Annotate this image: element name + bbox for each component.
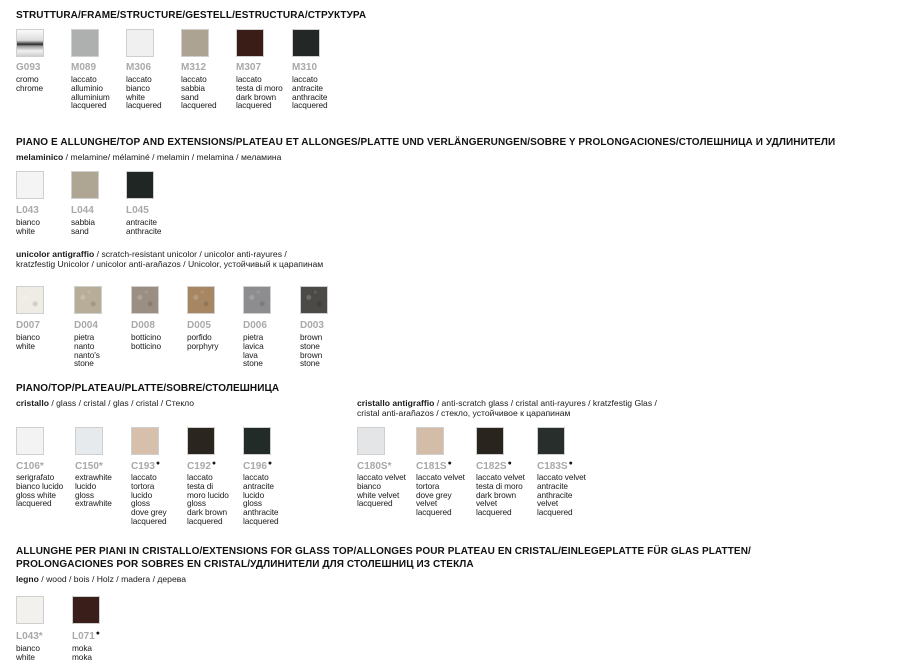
swatch-code: C106* xyxy=(16,461,44,472)
swatch-c193[interactable] xyxy=(131,427,159,455)
melaminico-subtitle xyxy=(16,152,281,162)
swatch-code: C196● xyxy=(243,460,273,472)
swatch-code: M312 xyxy=(181,62,207,73)
extensions-section-title: ALLUNGHE PER PIANI IN CRISTALLO/EXTENSIONS FOR GLASS TOP/ALLONGES POUR PLATEAU EN CRISTAL/EINLEGEPLATTE FÜR GLAS PLATTEN/ xyxy=(16,546,751,557)
swatch-description: bianco white xyxy=(16,217,40,236)
swatch-description: laccato testa di moro dark brown lacquered xyxy=(236,74,283,111)
cristallo-label: cristallo xyxy=(16,398,49,408)
swatch-description: porfido porphyry xyxy=(187,332,219,351)
swatch-code: M089 xyxy=(71,62,97,73)
swatch-description: laccato velvet bianco white velvet lacquered xyxy=(357,472,406,509)
swatch-l043-ext[interactable] xyxy=(16,596,44,624)
swatch-code: D004 xyxy=(74,320,98,331)
swatch-code: M307 xyxy=(236,62,262,73)
swatch-c183s[interactable] xyxy=(537,427,565,455)
legno-translations: / wood / bois / Holz / madera / дерева xyxy=(38,574,186,584)
cristallo-antigraffio-subtitle-line2: cristal anti-arañazos / стекло, устойчивое к царапинам xyxy=(357,408,571,418)
legno-label: legno xyxy=(16,574,39,584)
unicolor-subtitle xyxy=(16,249,287,259)
swatch-description: laccato sabbia sand lacquered xyxy=(181,74,217,111)
cristallo-subtitle xyxy=(16,398,194,408)
frame-section-title: STRUTTURA/FRAME/STRUCTURE/GESTELL/ESTRUCTURA/СТРУКТУРА xyxy=(16,10,367,21)
melaminico-translations: / melamine/ mélaminé / melamin / melamina / меламина xyxy=(63,152,282,162)
swatch-c180s[interactable] xyxy=(357,427,385,455)
swatch-m310[interactable] xyxy=(292,29,320,57)
swatch-c182s[interactable] xyxy=(476,427,504,455)
swatch-code: D008 xyxy=(131,320,155,331)
glass-section-title: PIANO/TOP/PLATEAU/PLATTE/SOBRE/СТОЛЕШНИЦА xyxy=(16,383,280,394)
swatch-c196[interactable] xyxy=(243,427,271,455)
swatch-description: antracite anthracite xyxy=(126,217,162,236)
swatch-code: C181S● xyxy=(416,460,452,472)
swatch-l045[interactable] xyxy=(126,171,154,199)
swatch-description: laccato alluminio alluminium lacquered xyxy=(71,74,110,111)
swatch-d008[interactable] xyxy=(131,286,159,314)
swatch-m089[interactable] xyxy=(71,29,99,57)
cristallo-antigraffio-label: cristallo antigraffio xyxy=(357,398,435,408)
swatch-l044[interactable] xyxy=(71,171,99,199)
swatch-code: C182S● xyxy=(476,460,512,472)
swatch-description: brown stone brown stone xyxy=(300,332,323,369)
swatch-code: D007 xyxy=(16,320,40,331)
swatch-d004[interactable] xyxy=(74,286,102,314)
swatch-description: moka moka xyxy=(72,643,92,662)
swatch-description: pietra lavica lava stone xyxy=(243,332,264,369)
swatch-description: laccato antracite anthracite lacquered xyxy=(292,74,328,111)
swatch-description: bianco white xyxy=(16,643,40,662)
swatch-description: laccato velvet antracite anthracite velvet lacquered xyxy=(537,472,586,518)
legno-subtitle xyxy=(16,574,186,584)
swatch-description: pietra nanto nanto's stone xyxy=(74,332,100,369)
swatch-code: D003 xyxy=(300,320,324,331)
swatch-g093[interactable] xyxy=(16,29,44,57)
swatch-description: laccato bianco white lacquered xyxy=(126,74,162,111)
swatch-m306[interactable] xyxy=(126,29,154,57)
cristallo-antigraffio-translations: / anti-scratch glass / cristal anti-rayures / kratzfestig Glas / xyxy=(434,398,657,408)
swatch-code: L043 xyxy=(16,205,39,216)
swatch-code: L071● xyxy=(72,630,101,642)
swatch-d007[interactable] xyxy=(16,286,44,314)
cristallo-translations: / glass / cristal / glas / cristal / Стекло xyxy=(48,398,195,408)
swatch-description: laccato antracite lucido gloss anthracite lacquered xyxy=(243,472,279,526)
swatch-description: laccato testa di moro lucido gloss dark brown lacquered xyxy=(187,472,229,526)
swatch-code: M306 xyxy=(126,62,152,73)
unicolor-label: unicolor antigraffio xyxy=(16,249,95,259)
swatch-d006[interactable] xyxy=(243,286,271,314)
swatch-description: laccato velvet tortora dove grey velvet lacquered xyxy=(416,472,465,518)
swatch-code: D006 xyxy=(243,320,267,331)
swatch-m307[interactable] xyxy=(236,29,264,57)
swatch-code: C192● xyxy=(187,460,217,472)
cristallo-antigraffio-subtitle xyxy=(357,398,657,408)
swatch-l043[interactable] xyxy=(16,171,44,199)
swatch-description: bianco white xyxy=(16,332,40,351)
swatch-code: C150* xyxy=(75,461,103,472)
swatch-code: L043* xyxy=(16,631,43,642)
swatch-code: D005 xyxy=(187,320,211,331)
swatch-m312[interactable] xyxy=(181,29,209,57)
swatch-description: extrawhite lucido gloss extrawhite xyxy=(75,472,112,509)
swatch-c106[interactable] xyxy=(16,427,44,455)
swatch-description: sabbia sand xyxy=(71,217,95,236)
swatch-code: C183S● xyxy=(537,460,573,472)
swatch-c150[interactable] xyxy=(75,427,103,455)
swatch-d003[interactable] xyxy=(300,286,328,314)
unicolor-subtitle-line2: kratzfestig Unicolor / unicolor anti-arañazos / Unicolor, устойчивый к царапинам xyxy=(16,259,324,269)
swatch-d005[interactable] xyxy=(187,286,215,314)
swatch-l071[interactable] xyxy=(72,596,100,624)
swatch-c192[interactable] xyxy=(187,427,215,455)
unicolor-translations: / scratch-resistant unicolor / unicolor anti-rayures / xyxy=(94,249,287,259)
swatch-description: laccato velvet testa di moro dark brown velvet lacquered xyxy=(476,472,525,518)
swatch-description: cromo chrome xyxy=(16,74,44,93)
extensions-section-title-line2: PROLONGACIONES POR SOBRES EN CRISTAL/УДЛИНИТЕЛИ ДЛЯ СТОЛЕШНИЦ ИЗ СТЕКЛА xyxy=(16,559,474,570)
swatch-code: C180S* xyxy=(357,461,392,472)
swatch-code: M310 xyxy=(292,62,318,73)
melaminico-label: melaminico xyxy=(16,152,64,162)
swatch-description: serigrafato bianco lucido gloss white lacquered xyxy=(16,472,64,509)
swatch-c181s[interactable] xyxy=(416,427,444,455)
top-section-title: PIANO E ALLUNGHE/TOP AND EXTENSIONS/PLATEAU ET ALLONGES/PLATTE UND VERLÄNGERUNGEN/SOBRE Y PROLONGACIONES/СТОЛЕШНИЦА И УДЛИНИТЕЛИ xyxy=(16,137,836,148)
swatch-description: botticino botticino xyxy=(131,332,162,351)
swatch-code: G093 xyxy=(16,62,41,73)
swatch-code: L044 xyxy=(71,205,94,216)
swatch-code: L045 xyxy=(126,205,149,216)
swatch-description: laccato tortora lucido gloss dove grey lacquered xyxy=(131,472,167,526)
swatch-code: C193● xyxy=(131,460,161,472)
